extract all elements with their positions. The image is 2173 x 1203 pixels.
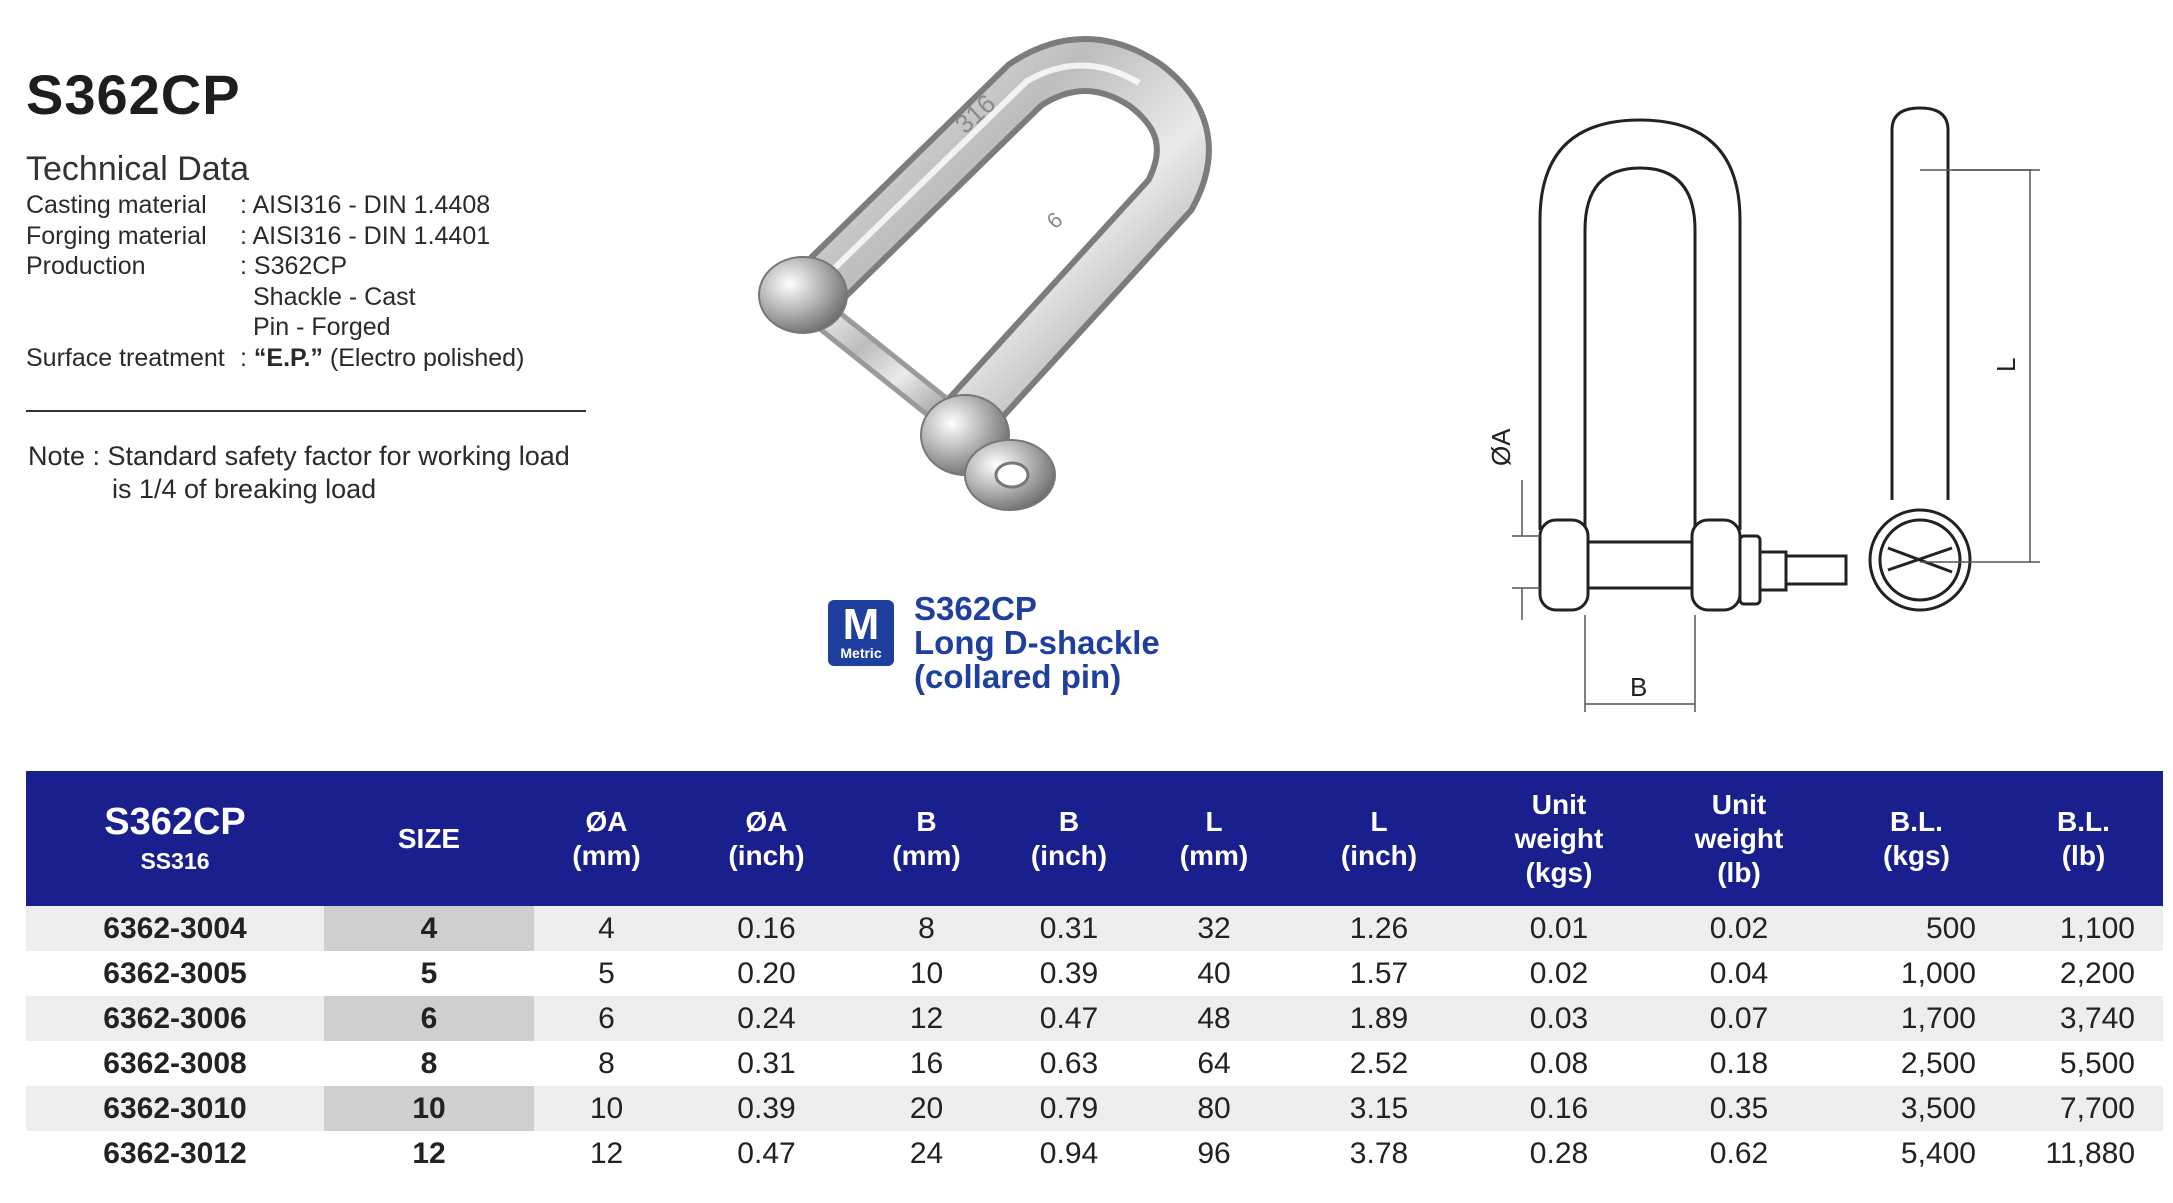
size-cell: 12: [324, 1131, 534, 1176]
table-cell: 0.47: [999, 996, 1139, 1041]
spec-row: [26, 312, 524, 343]
table-cell: 0.16: [679, 906, 854, 951]
table-cell: 12: [534, 1131, 679, 1176]
table-cell: 3,740: [2004, 996, 2163, 1041]
spec-key: [26, 282, 240, 313]
table-cell: 0.94: [999, 1131, 1139, 1176]
spec-row: [26, 190, 524, 221]
spec-row: [26, 221, 524, 252]
spec-value: Pin - Forged: [253, 313, 391, 341]
length-dimension: [1920, 170, 2040, 562]
size-cell: 6: [324, 996, 534, 1041]
surface-rest: (Electro polished): [322, 343, 525, 372]
spec-row-surface: [26, 343, 524, 374]
header-col: B (mm): [854, 771, 999, 906]
spec-row: [26, 251, 524, 282]
table-cell: 7,700: [2004, 1086, 2163, 1131]
table-cell: 0.03: [1469, 996, 1649, 1041]
table-cell: 0.28: [1469, 1131, 1649, 1176]
table-cell: 16: [854, 1041, 999, 1086]
table-cell: 10: [534, 1086, 679, 1131]
header-title: S362CP: [104, 800, 246, 843]
dim-l-label: L: [1991, 357, 2021, 372]
table-cell: 0.07: [1649, 996, 1829, 1041]
table-cell: 0.63: [999, 1041, 1139, 1086]
table-row: [26, 1131, 2163, 1176]
table-row: [26, 1086, 2163, 1131]
product-caption: [828, 592, 1160, 694]
table-cell: 0.39: [679, 1086, 854, 1131]
item-code: 6362-3010: [26, 1086, 324, 1131]
spec-list: [26, 190, 524, 373]
safety-note: [28, 440, 570, 506]
spec-value: Shackle - Cast: [253, 282, 416, 311]
technical-drawing: [1440, 100, 2021, 730]
table-cell: 0.08: [1469, 1041, 1649, 1086]
size-cell: 4: [324, 906, 534, 951]
shackle-body: [810, 65, 1183, 425]
stamp-316: 316: [948, 88, 1002, 140]
table-cell: 96: [1139, 1131, 1289, 1176]
table-cell: 3.15: [1289, 1086, 1469, 1131]
dim-a-label: ØA: [1486, 428, 1516, 466]
table-cell: 0.31: [999, 906, 1139, 951]
shackle-photo: [725, 55, 1295, 565]
item-code: 6362-3008: [26, 1041, 324, 1086]
table-cell: 12: [854, 996, 999, 1041]
surface-prefix: :: [240, 343, 254, 372]
table-cell: 64: [1139, 1041, 1289, 1086]
table-cell: 1,700: [1829, 996, 2004, 1041]
table-cell: 2,500: [1829, 1041, 2004, 1086]
table-cell: 1.89: [1289, 996, 1469, 1041]
table-cell: 0.39: [999, 951, 1139, 996]
item-code: 6362-3012: [26, 1131, 324, 1176]
table-cell: 0.01: [1469, 906, 1649, 951]
divider: [26, 410, 586, 412]
note-line-2: is 1/4 of breaking load: [112, 474, 377, 504]
header-col: ØA (mm): [534, 771, 679, 906]
side-view: [1870, 108, 1970, 610]
header-col: B (inch): [999, 771, 1139, 906]
table-cell: 1.26: [1289, 906, 1469, 951]
table-row: [26, 996, 2163, 1041]
page-title: S362CP: [26, 63, 241, 126]
table-cell: 32: [1139, 906, 1289, 951]
spec-key: Forging material: [26, 221, 207, 250]
size-cell: 8: [324, 1041, 534, 1086]
table-row: [26, 1041, 2163, 1086]
badge-letter: M: [842, 600, 880, 649]
metric-badge-icon: [828, 600, 894, 666]
spec-key: Casting material: [26, 191, 207, 219]
header-col: L (inch): [1289, 771, 1469, 906]
table-header-row: [26, 771, 2163, 906]
table-cell: 5,500: [2004, 1041, 2163, 1086]
table-cell: 4: [534, 906, 679, 951]
caption-line-2: Long D-shackle: [914, 624, 1160, 661]
table-cell: 3,500: [1829, 1086, 2004, 1131]
dimensions-table: [26, 771, 2163, 1176]
table-cell: 11,880: [2004, 1131, 2163, 1176]
dimension-lines: [1512, 170, 2032, 712]
table-cell: 8: [534, 1041, 679, 1086]
table-cell: 1.57: [1289, 951, 1469, 996]
spec-value: : S362CP: [240, 252, 348, 280]
table-cell: 20: [854, 1086, 999, 1131]
spec-key: Surface treatment: [26, 343, 225, 372]
caption-line-1: S362CP: [914, 590, 1037, 627]
table-cell: 2,200: [2004, 951, 2163, 996]
table-cell: 0.02: [1649, 906, 1829, 951]
header-col: Unit weight (kgs): [1469, 771, 1649, 906]
header-product: [26, 771, 324, 906]
header-col: L (mm): [1139, 771, 1289, 906]
table-body: [26, 906, 2163, 1176]
spec-value: [240, 343, 524, 374]
table-cell: 24: [854, 1131, 999, 1176]
table-cell: 5,400: [1829, 1131, 2004, 1176]
header-sub: SS316: [140, 847, 210, 874]
table-cell: 3.78: [1289, 1131, 1469, 1176]
table-cell: 0.62: [1649, 1131, 1829, 1176]
table-cell: 5: [534, 951, 679, 996]
stamp-6: 6: [1041, 206, 1068, 234]
spec-value: : AISI316 - DIN 1.4408: [240, 191, 491, 219]
item-code: 6362-3005: [26, 951, 324, 996]
table-cell: 0.16: [1469, 1086, 1649, 1131]
size-cell: 10: [324, 1086, 534, 1131]
table-cell: 0.04: [1649, 951, 1829, 996]
header-col: B.L. (kgs): [1829, 771, 2004, 906]
table-cell: 0.02: [1469, 951, 1649, 996]
surface-bold: “E.P.”: [253, 343, 323, 372]
table-cell: 0.20: [679, 951, 854, 996]
size-cell: 5: [324, 951, 534, 996]
header-col: ØA (inch): [679, 771, 854, 906]
header-col: B.L. (lb): [2004, 771, 2163, 906]
table-cell: 1,100: [2004, 906, 2163, 951]
header-col: Unit weight (lb): [1649, 771, 1829, 906]
table-cell: 0.79: [999, 1086, 1139, 1131]
table-row: [26, 951, 2163, 996]
header-col: SIZE: [324, 771, 534, 906]
table-cell: 500: [1829, 906, 2004, 951]
table-cell: 0.47: [679, 1131, 854, 1176]
table-row: [26, 906, 2163, 951]
table-cell: 1,000: [1829, 951, 2004, 996]
table-cell: 0.31: [679, 1041, 854, 1086]
note-line-1: Note : Standard safety factor for working load: [28, 441, 570, 471]
spec-row: [26, 282, 524, 313]
front-view: [1540, 120, 1846, 610]
caption-line-3: (collared pin): [914, 658, 1122, 695]
table-cell: 40: [1139, 951, 1289, 996]
table-cell: 48: [1139, 996, 1289, 1041]
table-cell: 80: [1139, 1086, 1289, 1131]
spec-key: [26, 312, 240, 343]
table-cell: 6: [534, 996, 679, 1041]
table-cell: 0.35: [1649, 1086, 1829, 1131]
caption-text: [914, 592, 1160, 694]
dim-b-label: B: [1630, 672, 1648, 702]
badge-label: Metric: [840, 645, 882, 661]
item-code: 6362-3004: [26, 906, 324, 951]
table-cell: 10: [854, 951, 999, 996]
table-cell: 8: [854, 906, 999, 951]
table-cell: 2.52: [1289, 1041, 1469, 1086]
spec-value: : AISI316 - DIN 1.4401: [240, 221, 491, 250]
item-code: 6362-3006: [26, 996, 324, 1041]
table-cell: 0.24: [679, 996, 854, 1041]
technical-data-heading: Technical Data: [26, 150, 250, 188]
spec-key: Production: [26, 252, 146, 280]
table-cell: 0.18: [1649, 1041, 1829, 1086]
